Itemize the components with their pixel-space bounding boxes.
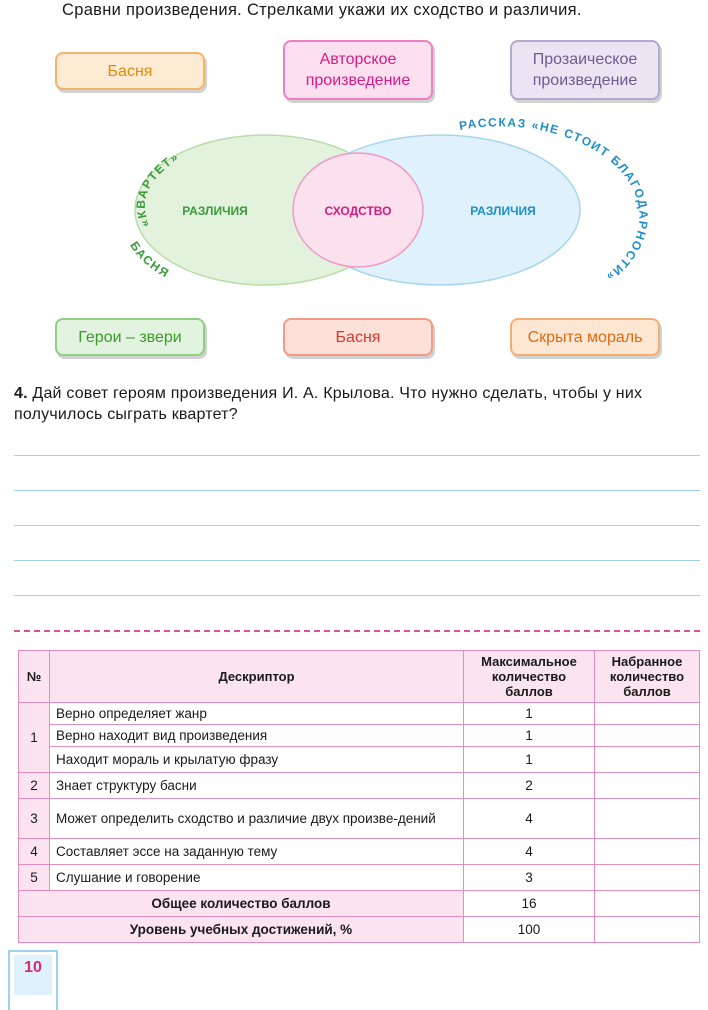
answer-line[interactable] bbox=[14, 525, 700, 526]
card-heroes-animals bbox=[55, 318, 205, 356]
row-score-cell[interactable] bbox=[595, 839, 700, 865]
card-label: Герои – звери bbox=[78, 328, 182, 346]
row-descriptor: Находит мораль и крылатую фразу bbox=[50, 747, 464, 773]
total-value: 16 bbox=[464, 891, 595, 917]
card-label: Басня bbox=[335, 328, 381, 346]
total-label: Общее количество баллов bbox=[19, 891, 464, 917]
answer-line[interactable] bbox=[14, 560, 700, 561]
venn-center-label: СХОДСТВО bbox=[324, 204, 392, 218]
table-row bbox=[19, 773, 700, 799]
section-divider bbox=[14, 630, 700, 632]
answer-line[interactable] bbox=[14, 455, 700, 456]
table-row bbox=[19, 703, 700, 725]
row-score-cell[interactable] bbox=[595, 747, 700, 773]
header-max: Максимальное количество баллов bbox=[464, 651, 595, 703]
venn-right-label: РАЗЛИЧИЯ bbox=[470, 204, 536, 218]
card-prose-work bbox=[510, 40, 660, 100]
row-descriptor: Слушание и говорение bbox=[50, 865, 464, 891]
card-basnya-bottom bbox=[283, 318, 433, 356]
total-row bbox=[19, 891, 700, 917]
table-row bbox=[19, 747, 700, 773]
row-max: 4 bbox=[464, 839, 595, 865]
total-score-cell[interactable] bbox=[595, 891, 700, 917]
venn-arc-kvartet: «КВАРТЕТ» bbox=[133, 149, 182, 230]
row-descriptor: Верно определяет жанр bbox=[50, 703, 464, 725]
row-descriptor: Может определить сходство и различие двух произве-дений bbox=[50, 799, 464, 839]
row-max: 4 bbox=[464, 799, 595, 839]
row-max: 3 bbox=[464, 865, 595, 891]
question-text: Дай совет героям произведения И. А. Крылова. Что нужно сделать, чтобы у них получилось сыграть квартет? bbox=[14, 385, 643, 423]
card-hidden-moral bbox=[510, 318, 660, 356]
card-label: Прозаическое произведение bbox=[532, 51, 638, 89]
row-max: 2 bbox=[464, 773, 595, 799]
venn-left-label: РАЗЛИЧИЯ bbox=[182, 204, 248, 218]
answer-line[interactable] bbox=[14, 490, 700, 491]
row-max: 1 bbox=[464, 747, 595, 773]
row-num: 3 bbox=[19, 799, 50, 839]
venn-arc-rasskaz: РАССКАЗ «НЕ СТОИТ БЛАГОДАРНОСТИ» bbox=[458, 115, 651, 285]
question-number: 4. bbox=[14, 385, 28, 402]
page-number: 10 bbox=[14, 955, 52, 995]
row-num: 2 bbox=[19, 773, 50, 799]
row-score-cell[interactable] bbox=[595, 799, 700, 839]
level-score-cell[interactable] bbox=[595, 917, 700, 943]
answer-line[interactable] bbox=[14, 595, 700, 596]
descriptor-table bbox=[18, 650, 700, 943]
row-max: 1 bbox=[464, 725, 595, 747]
question-4 bbox=[14, 383, 704, 425]
header-descriptor: Дескриптор bbox=[50, 651, 464, 703]
row-descriptor: Знает структуру басни bbox=[50, 773, 464, 799]
venn-diagram bbox=[0, 110, 708, 310]
table-row bbox=[19, 839, 700, 865]
row-descriptor: Верно находит вид произведения bbox=[50, 725, 464, 747]
table-row bbox=[19, 725, 700, 747]
level-value: 100 bbox=[464, 917, 595, 943]
table-row bbox=[19, 799, 700, 839]
row-score-cell[interactable] bbox=[595, 865, 700, 891]
header-num: № bbox=[19, 651, 50, 703]
row-score-cell[interactable] bbox=[595, 773, 700, 799]
table-row bbox=[19, 865, 700, 891]
task-instruction: Сравни произведения. Стрелками укажи их сходство и различия. bbox=[62, 1, 582, 19]
card-basnya-top bbox=[55, 52, 205, 90]
table-header-row bbox=[19, 651, 700, 703]
card-author-work bbox=[283, 40, 433, 100]
level-label: Уровень учебных достижений, % bbox=[19, 917, 464, 943]
card-label: Скрыта мораль bbox=[527, 328, 643, 346]
venn-arc-basnya: БАСНЯ bbox=[127, 238, 173, 281]
row-num: 1 bbox=[19, 703, 50, 773]
row-descriptor: Составляет эссе на заданную тему bbox=[50, 839, 464, 865]
row-max: 1 bbox=[464, 703, 595, 725]
row-score-cell[interactable] bbox=[595, 703, 700, 725]
header-score: Набранное количество баллов bbox=[595, 651, 700, 703]
row-score-cell[interactable] bbox=[595, 725, 700, 747]
level-row bbox=[19, 917, 700, 943]
card-label: Авторское произведение bbox=[305, 51, 411, 89]
row-num: 4 bbox=[19, 839, 50, 865]
card-label: Басня bbox=[107, 62, 153, 80]
row-num: 5 bbox=[19, 865, 50, 891]
